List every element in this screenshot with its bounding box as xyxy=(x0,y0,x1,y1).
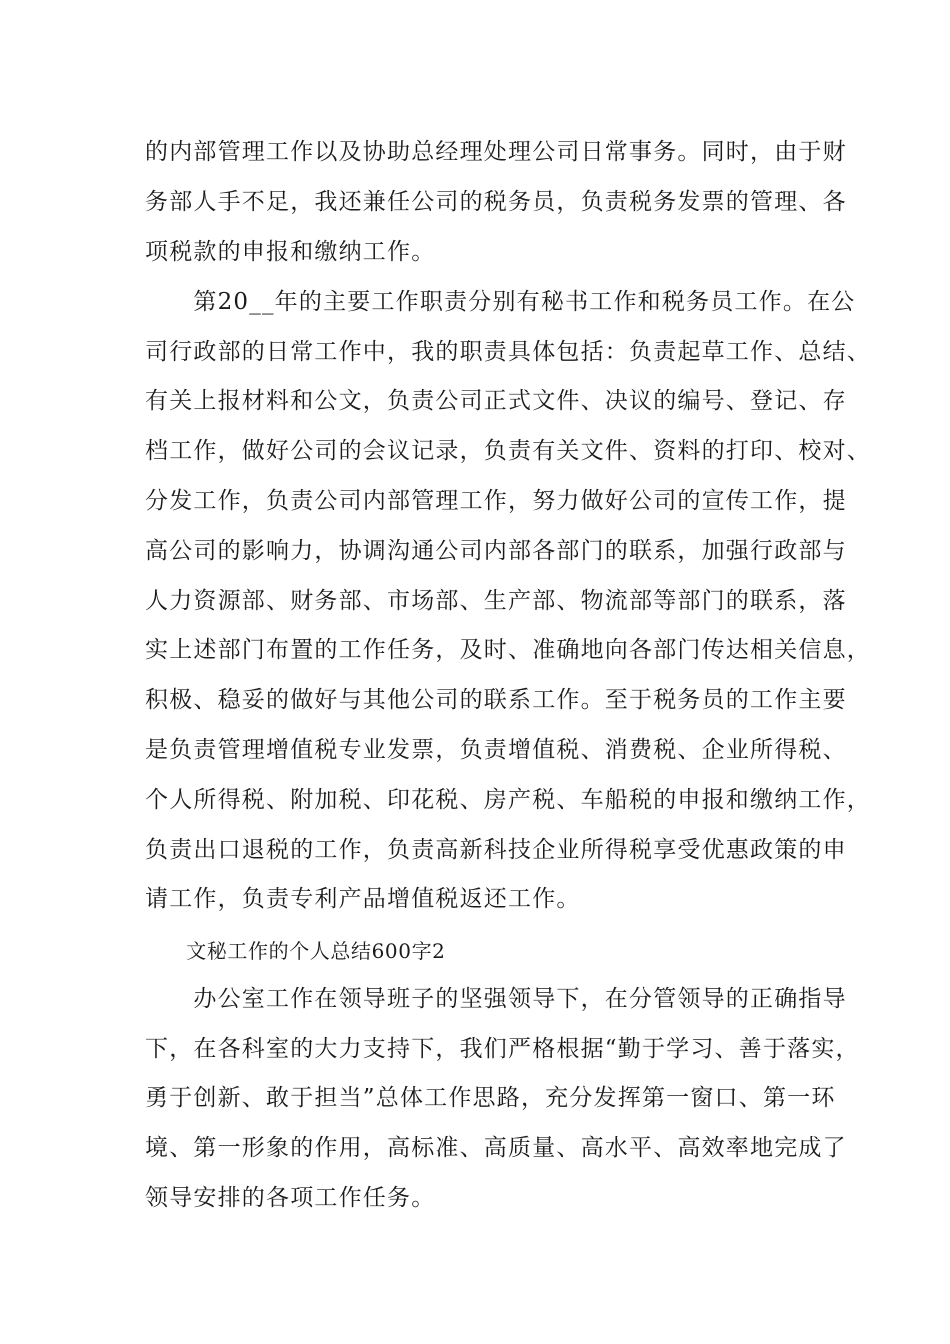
text-line: 档工作，做好公司的会议记录，负责有关文件、资料的打印、校对、 xyxy=(145,438,871,464)
text-line: 务部人手不足，我还兼任公司的税务员，负责税务发票的管理、各 xyxy=(145,189,847,215)
text-line: 第20__年的主要工作职责分别有秘书工作和税务员工作。在公 xyxy=(145,289,856,315)
text-line: 个人所得税、附加税、印花税、房产税、车船税的申报和缴纳工作， xyxy=(145,787,871,813)
text-line: 下，在各科室的大力支持下，我们严格根据“勤于学习、善于落实， xyxy=(145,1036,860,1062)
text-line: 高公司的影响力，协调沟通公司内部各部门的联系，加强行政部与 xyxy=(145,538,847,564)
text-line: 负责出口退税的工作，负责高新科技企业所得税享受优惠政策的申 xyxy=(145,837,847,863)
text-line: 实上述部门布置的工作任务，及时、准确地向各部门传达相关信息， xyxy=(145,637,871,663)
text-line: 司行政部的日常工作中，我的职责具体包括：负责起草工作、总结、 xyxy=(145,339,871,365)
text-line: 勇于创新、敢于担当”总体工作思路，充分发挥第一窗口、第一环 xyxy=(145,1085,836,1111)
text-line: 领导安排的各项工作任务。 xyxy=(145,1185,436,1211)
text-line: 是负责管理增值税专业发票，负责增值税、消费税、企业所得税、 xyxy=(145,737,847,763)
text-line: 有关上报材料和公文，负责公司正式文件、决议的编号、登记、存 xyxy=(145,388,847,414)
text-line: 境、第一形象的作用，高标准、高质量、高水平、高效率地完成了 xyxy=(145,1135,847,1161)
text-line: 分发工作，负责公司内部管理工作，努力做好公司的宣传工作，提 xyxy=(145,488,847,514)
text-line: 办公室工作在领导班子的坚强领导下，在分管领导的正确指导 xyxy=(145,986,847,1012)
text-line: 项税款的申报和缴纳工作。 xyxy=(145,239,436,265)
text-line: 请工作，负责专利产品增值税返还工作。 xyxy=(145,886,581,912)
text-line: 积极、稳妥的做好与其他公司的联系工作。至于税务员的工作主要 xyxy=(145,687,847,713)
section-heading: 文秘工作的个人总结600字2 xyxy=(145,939,446,963)
text-line: 人力资源部、财务部、市场部、生产部、物流部等部门的联系，落 xyxy=(145,588,847,614)
text-line: 的内部管理工作以及协助总经理处理公司日常事务。同时，由于财 xyxy=(145,139,847,165)
